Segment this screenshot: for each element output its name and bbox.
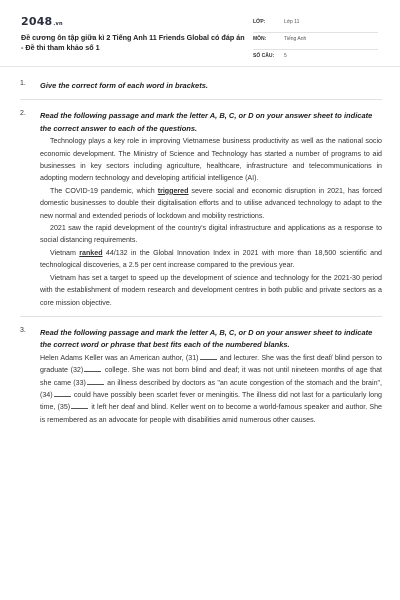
question-number: 3. bbox=[20, 326, 26, 334]
site-logo[interactable] bbox=[21, 15, 63, 28]
passage-paragraph: Technology plays a key role in improving Vietnamese business productivity as well as the national socio economic development. The Ministry of Science and Technology has started a number of programs to aid businesses in key sectors including agriculture, healthcare, infrastructure and telecommunications in adopting modern technology and developing artificial intelligence (AI). bbox=[40, 137, 382, 183]
passage-paragraph: 2021 saw the rapid development of the country's digital infrastructure and applications as a response to social distancing requirements. bbox=[40, 224, 382, 245]
meta-label: MÔN: bbox=[253, 36, 267, 42]
passage-text: and lecturer. She was the first deaf/ blind person to graduate (32) bbox=[40, 353, 382, 375]
meta-row-question-count bbox=[253, 50, 378, 67]
passage-text: could have possibly been scarlet fever or meningitis. The illness did not last for a particularly long time, (35) bbox=[40, 390, 382, 412]
highlighted-word: triggered bbox=[157, 186, 189, 195]
paragraph-text: The COVID-19 pandemic, which bbox=[50, 186, 158, 195]
passage-text: college. She was not born blind and deaf; it was not until nineteen months of age that she came (33) bbox=[40, 366, 383, 387]
passage-paragraph bbox=[40, 247, 382, 272]
question-1 bbox=[20, 80, 382, 92]
question-number: 1. bbox=[20, 80, 26, 87]
document-title: Đề cương ôn tập giữa kì 2 Tiếng Anh 11 Friends Global có đáp án - Đề thi tham khảo số 1 bbox=[21, 33, 245, 52]
highlighted-word: ranked bbox=[79, 248, 103, 257]
paragraph-text: severe social and economic disruption in 2021, has forced domestic businesses to double their digitalisation efforts and to utilise advanced technology to adapt to the new normal and extended periods of lockdown and mobility restrictions. bbox=[40, 186, 382, 220]
meta-row-subject bbox=[253, 33, 378, 50]
question-2 bbox=[20, 110, 382, 309]
logo-main-text: 2048 bbox=[21, 15, 53, 28]
logo-suffix-text: .vn bbox=[53, 21, 63, 27]
header-divider bbox=[0, 66, 400, 67]
question-number: 2. bbox=[20, 110, 26, 118]
passage-text: Helen Adams Keller was an American author, (31) bbox=[40, 353, 199, 362]
paragraph-text: 44/132 in the Global Innovation Index in 2021 with more than 18,500 scientific and technological discoveries, a 2.5 per cent increase compared to the previous year. bbox=[40, 248, 382, 270]
question-3 bbox=[20, 327, 382, 426]
answer-blank bbox=[87, 377, 104, 385]
meta-value: 5 bbox=[284, 53, 287, 59]
question-list bbox=[20, 80, 382, 426]
answer-blank bbox=[84, 364, 101, 372]
passage-paragraph bbox=[40, 185, 382, 222]
meta-value: Lớp 11 bbox=[284, 19, 300, 25]
meta-label: SỐ CÂU: bbox=[253, 53, 275, 59]
paragraph-text: Vietnam bbox=[50, 248, 80, 257]
question-instruction: Give the correct form of each word in brackets. bbox=[40, 81, 208, 90]
passage-text: an illness described by doctors as "an acute congestion of the stomach and the brain", (34) bbox=[40, 378, 383, 399]
answer-blank bbox=[200, 352, 217, 360]
question-instruction: Read the following passage and mark the letter A, B, C, or D on your answer sheet to indicate the correct answer to each of the questions. bbox=[40, 111, 373, 133]
passage-paragraph: Vietnam has set a target to speed up the development of science and technology for the 2021-30 period with the establishment of modern research and development centres in both public and private sectors as a core mission objective. bbox=[40, 273, 382, 307]
page-header bbox=[0, 0, 400, 64]
question-divider bbox=[20, 316, 382, 317]
meta-row-class bbox=[253, 16, 378, 33]
meta-table bbox=[253, 16, 378, 67]
meta-value: Tiếng Anh bbox=[284, 36, 307, 42]
answer-blank bbox=[71, 401, 88, 409]
cloze-passage bbox=[40, 352, 382, 426]
meta-label: LỚP: bbox=[253, 19, 266, 25]
question-instruction: Read the following passage and mark the letter A, B, C, or D on your answer sheet to indicate the correct word or phrase that best fits each of the numbered blanks. bbox=[40, 327, 373, 350]
answer-blank bbox=[54, 389, 71, 397]
passage-text: it left her deaf and blind. Keller went on to become a world-famous speaker and author. She is remembered as an advocate for people with disabilities amid numerous other causes. bbox=[40, 403, 382, 424]
question-divider bbox=[20, 99, 382, 100]
